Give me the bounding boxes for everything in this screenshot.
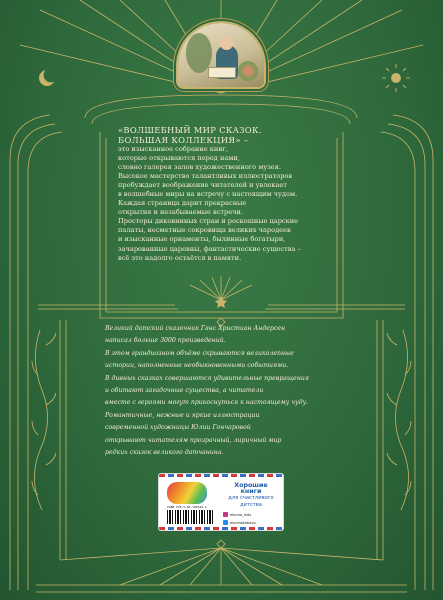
social-handle-text: ekumodetstvo xyxy=(230,520,256,525)
publisher-badge xyxy=(159,474,283,530)
blurb-line: Каждая страница дарит прекрасные xyxy=(118,199,247,208)
series-title-line: «ВОЛШЕБНЫЙ МИР СКАЗОК. xyxy=(118,125,262,135)
instagram-icon xyxy=(223,512,228,517)
social-handle-text: ekumo_kids xyxy=(230,512,252,517)
crescent-moon-icon xyxy=(39,68,58,86)
book-description xyxy=(105,323,335,459)
description-line: современной художницы Юлии Гончаровой xyxy=(105,424,251,432)
description-line: редких сказок великого датчанина. xyxy=(105,449,224,457)
blurb-line: палаты, несметные сокровища великих чародеев xyxy=(118,226,291,235)
blurb-line: Просторы диковинных стран и роскошные царские xyxy=(118,217,299,226)
blurb-line: открытия и незабываемые встречи. xyxy=(118,208,243,217)
description-line: Великий датский сказочник Ганс Христиан Андерсен xyxy=(105,325,286,332)
sun-icon xyxy=(382,64,410,92)
description-line: открывают читателям прозрачный, лиричный мир xyxy=(105,436,282,444)
blurb-line: и изысканные орнаменты, былинные богатыри, xyxy=(118,235,286,244)
series-title-line: БОЛЬШАЯ КОЛЛЕКЦИЯ» – xyxy=(118,135,249,145)
blurb-line: Высокое мастерство талантливых иллюстраторов xyxy=(118,172,293,181)
blurb-line: которые открываются перед нами, xyxy=(118,154,240,163)
airmail-stripe-top xyxy=(159,474,283,477)
blurb-line: зачарованные царевны, фантастические существа – xyxy=(118,244,301,253)
blurb-line: словно галерея залов художественного музея. xyxy=(118,163,281,172)
airmail-stripe-bottom xyxy=(159,527,283,530)
barcode xyxy=(167,510,213,524)
description-line: истории, наполненные необыкновенными событиями. xyxy=(105,362,289,370)
rainbow-heart-logo xyxy=(167,482,207,504)
description-line: вместе с героями могут прикоснуться к настоящему чуду. xyxy=(105,399,309,407)
slogan-line: детства xyxy=(240,501,262,508)
social-handle-vk xyxy=(223,520,256,525)
slogan-line: книги xyxy=(240,488,262,496)
series-blurb xyxy=(118,125,330,263)
vk-icon xyxy=(223,520,228,525)
publisher-slogan xyxy=(223,483,279,508)
slogan-line: Хорошие xyxy=(234,482,268,489)
blurb-line: в волшебные миры на встречу с настоящим чудом. xyxy=(118,190,298,199)
description-line: В дивных сказках совершаются удивительные превращения xyxy=(105,374,310,382)
isbn-text: ISBN 978-5-04-180516-1 xyxy=(167,505,207,509)
description-line: В этом грандиозном объёме скрываются великолепные xyxy=(105,349,294,357)
blurb-line: это изысканное собрание книг, xyxy=(118,145,229,153)
blurb-line: пробуждает воображение читателей и увлекает xyxy=(118,181,287,190)
blurb-line: всё это надолго остаётся в памяти. xyxy=(118,253,242,262)
description-line: Романтичные, нежные и яркие иллюстрации xyxy=(105,411,260,419)
description-line: и обитают загадочные существа, а читатели xyxy=(105,387,264,395)
social-handle-instagram xyxy=(223,512,251,517)
slogan-line: для счастливого xyxy=(228,495,274,502)
description-line: написал больше 3000 произведений. xyxy=(105,337,226,345)
